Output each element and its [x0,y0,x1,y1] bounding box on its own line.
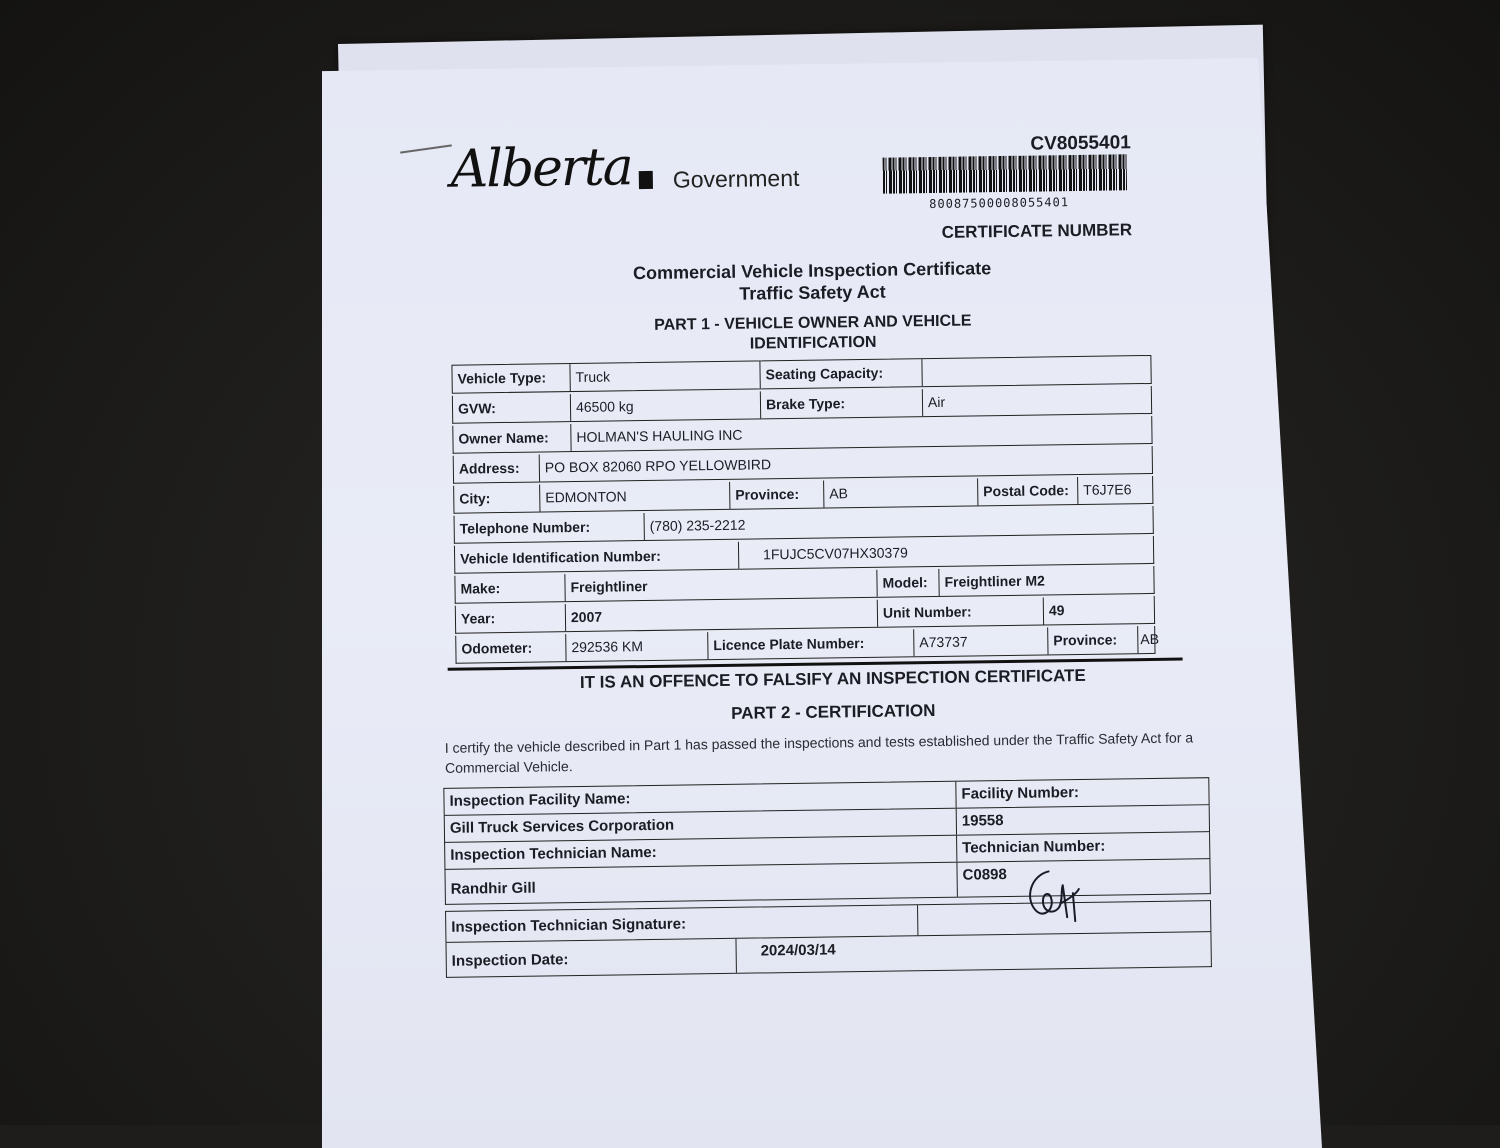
government-text: Government [672,164,800,193]
odometer-label: Odometer: [456,634,566,663]
part1-form [451,355,1160,666]
seating-capacity-value [922,356,1152,386]
telephone-value: (780) 235-2212 [649,516,746,534]
part2-heading: PART 2 - CERTIFICATION [731,701,936,723]
year-value: 2007 [566,600,878,631]
unit-number-label: Unit Number: [878,597,1044,626]
signature-label: Inspection Technician Signature: [446,905,918,942]
city-value: EDMONTON [540,482,730,512]
seating-capacity-label: Seating Capacity: [760,359,922,388]
certificate-number: CV8055401 [1030,132,1131,155]
gvw-label: GVW: [453,394,571,423]
technician-name-label: Inspection Technician Name: [445,836,957,869]
year-label: Year: [456,604,566,633]
odometer-value: 292536 KM [566,632,708,661]
inspection-date-value: 2024/03/14 [760,941,836,960]
vin-label: Vehicle Identification Number: [455,542,739,573]
address-label: Address: [454,455,540,483]
barcode [883,154,1127,193]
technician-number-label: Technician Number: [962,837,1106,857]
address-value: PO BOX 82060 RPO YELLOWBIRD [544,456,772,476]
document-title: Commercial Vehicle Inspection Certificate [632,258,992,284]
technician-number-value: C0898 [962,866,1007,884]
part2-form [443,777,1212,978]
certificate-number-label: CERTIFICATE NUMBER [941,220,1133,242]
facility-number-label: Facility Number: [961,784,1080,803]
city-label: City: [454,484,540,512]
barcode-digits: 80087500008055401 [929,195,1070,212]
model-value: Freightliner M2 [944,572,1045,590]
unit-number-value: 49 [1048,602,1065,619]
telephone-label: Telephone Number: [455,513,645,543]
brake-type-value: Air [927,393,946,411]
owner-name-label: Owner Name: [453,424,571,453]
offence-warning: IT IS AN OFFENCE TO FALSIFY AN INSPECTION CERTIFICATE [579,665,1086,692]
postal-code-label: Postal Code: [978,477,1078,505]
vehicle-type-label: Vehicle Type: [452,364,570,393]
postal-code-value: T6J7E6 [1083,481,1132,498]
alberta-flag-icon [639,171,653,189]
facility-name-label: Inspection Facility Name: [444,782,956,815]
province-label: Province: [730,481,824,509]
vehicle-type-value: Truck [570,361,760,391]
licence-plate-label: Licence Plate Number: [708,629,914,659]
technician-name-value: Randhir Gill [445,863,957,904]
plate-province-label: Province: [1048,626,1138,654]
make-value: Freightliner [565,570,877,601]
owner-name-value: HOLMAN'S HAULING INC [576,426,743,445]
document-subtitle: Traffic Safety Act [739,281,886,304]
model-label: Model: [877,569,939,597]
brake-type-label: Brake Type: [761,389,923,418]
certificate-content [430,109,1232,1000]
alberta-government-logo [450,135,811,210]
inspection-date-label: Inspection Date: [446,939,736,977]
gvw-value: 46500 kg [571,391,761,421]
vin-value: 1FUJC5CV07HX30379 [762,544,908,563]
facility-name-value: Gill Truck Services Corporation [445,809,957,842]
alberta-wordmark: Alberta [450,137,633,200]
certification-statement: I certify the vehicle described in Part 1 has passed the inspections and tests established under the Traffic Safety Act for a Commercial Vehicle. [444,729,1194,776]
facility-number-value: 19558 [961,812,1004,830]
technician-signature [1020,863,1091,934]
part1-heading: PART 1 - VEHICLE OWNER AND VEHICLE [654,312,972,334]
province-value: AB [824,478,978,507]
licence-plate-value: A73737 [914,627,1048,656]
part1-heading-cont: IDENTIFICATION [749,333,877,353]
plate-province-value: AB [1140,630,1160,648]
make-label: Make: [455,574,565,603]
